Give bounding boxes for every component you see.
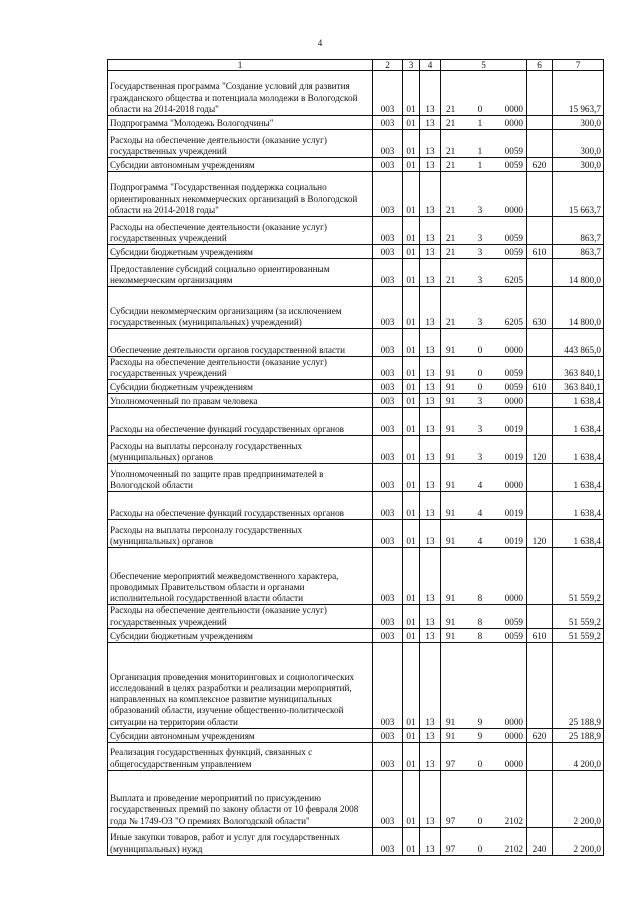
code-subsection: 13: [420, 548, 441, 605]
row-name: Государственная программа "Создание условий для развития гражданского общества и потенциала молодежи в Вологодской области на 2014-2018 годы": [108, 71, 373, 116]
table-row: [108, 628, 604, 642]
code-target-article: [441, 436, 527, 464]
row-name: Субсидии бюджетным учреждениям: [108, 245, 373, 259]
code-expense-type: 120: [527, 520, 553, 548]
target-article-part: 1: [477, 159, 483, 170]
amount: 15 663,7: [553, 172, 604, 217]
target-article-part: 1: [477, 145, 483, 156]
target-article-part: 3: [477, 246, 483, 257]
row-name: Расходы на обеспечение деятельности (оказание услуг) государственных учреждений: [108, 217, 373, 245]
row-name: Обеспечение деятельности органов государственной власти: [108, 329, 373, 357]
code-expense-type: [527, 464, 553, 492]
code-subsection: 13: [420, 158, 441, 172]
code-subsection: 13: [420, 464, 441, 492]
table-row: [108, 287, 604, 329]
code-section: 01: [403, 436, 420, 464]
code-ministry: 003: [373, 217, 403, 245]
code-target-article: [441, 357, 527, 380]
code-section: 01: [403, 394, 420, 408]
amount: 25 188,9: [553, 728, 604, 742]
table-row: [108, 357, 604, 380]
table-row: [108, 742, 604, 770]
target-article-part: 0000: [504, 758, 523, 769]
code-section: 01: [403, 728, 420, 742]
code-expense-type: [527, 605, 553, 628]
amount: 863,7: [553, 217, 604, 245]
target-article-part: 91: [446, 452, 456, 463]
code-subsection: 13: [420, 130, 441, 158]
target-article-part: 91: [446, 480, 456, 491]
amount: 2 200,0: [553, 827, 604, 855]
target-article-part: 0000: [504, 103, 523, 114]
code-target-article: [441, 628, 527, 642]
table-row: [108, 605, 604, 628]
target-article-part: 91: [446, 344, 456, 355]
page-number: 4: [317, 38, 323, 48]
code-ministry: 003: [373, 116, 403, 130]
header-cell-7: 7: [553, 60, 604, 71]
code-expense-type: [527, 259, 553, 287]
code-target-article: [441, 605, 527, 628]
target-article-part: 4: [477, 480, 483, 491]
code-section: 01: [403, 130, 420, 158]
code-target-article: [441, 287, 527, 329]
code-ministry: 003: [373, 642, 403, 728]
target-article-part: 6205: [504, 274, 523, 285]
table-row: [108, 329, 604, 357]
target-article-part: 0000: [504, 396, 523, 407]
target-article-part: 0059: [504, 232, 523, 243]
target-article-part: 4: [477, 508, 483, 519]
code-target-article: [441, 172, 527, 217]
row-name: Расходы на обеспечение деятельности (оказание услуг) государственных учреждений: [108, 605, 373, 628]
code-target-article: [441, 217, 527, 245]
amount: 443 865,0: [553, 329, 604, 357]
row-name: Расходы на обеспечение деятельности (оказание услуг) государственных учреждений: [108, 130, 373, 158]
table-row: [108, 245, 604, 259]
row-name: Подпрограмма "Молодежь Вологодчины": [108, 116, 373, 130]
table-row: [108, 520, 604, 548]
code-ministry: 003: [373, 548, 403, 605]
target-article-part: 0: [477, 103, 483, 114]
target-article-part: 0000: [504, 204, 523, 215]
target-article-part: 3: [477, 274, 483, 285]
target-article-part: 8: [477, 630, 483, 641]
code-ministry: 003: [373, 380, 403, 394]
target-article-part: 3: [477, 452, 483, 463]
code-expense-type: [527, 742, 553, 770]
amount: 300,0: [553, 130, 604, 158]
code-expense-type: [527, 116, 553, 130]
budget-table: [107, 59, 604, 856]
table-row: [108, 464, 604, 492]
code-target-article: [441, 728, 527, 742]
code-expense-type: 610: [527, 245, 553, 259]
row-name: Субсидии бюджетным учреждениям: [108, 628, 373, 642]
row-name: Иные закупки товаров, работ и услуг для государственных (муниципальных) нужд: [108, 827, 373, 855]
target-article-part: 3: [477, 204, 483, 215]
row-name: Расходы на обеспечение деятельности (оказание услуг) государственных учреждений: [108, 357, 373, 380]
target-article-part: 91: [446, 716, 456, 727]
code-ministry: 003: [373, 130, 403, 158]
target-article-part: 0059: [504, 382, 523, 393]
amount: 1 638,4: [553, 408, 604, 436]
code-subsection: 13: [420, 520, 441, 548]
code-target-article: [441, 245, 527, 259]
code-subsection: 13: [420, 642, 441, 728]
row-name: Реализация государственных функций, связанных с общегосударственным управлением: [108, 742, 373, 770]
code-expense-type: 610: [527, 380, 553, 394]
target-article-part: 0059: [504, 616, 523, 627]
target-article-part: 0000: [504, 716, 523, 727]
code-section: 01: [403, 827, 420, 855]
amount: 363 840,1: [553, 380, 604, 394]
target-article-part: 3: [477, 396, 483, 407]
code-section: 01: [403, 408, 420, 436]
amount: 300,0: [553, 158, 604, 172]
target-article-part: 91: [446, 616, 456, 627]
target-article-part: 0000: [504, 117, 523, 128]
code-ministry: 003: [373, 408, 403, 436]
code-section: 01: [403, 742, 420, 770]
target-article-part: 3: [477, 424, 483, 435]
code-target-article: [441, 130, 527, 158]
target-article-part: 0019: [504, 536, 523, 547]
code-expense-type: 610: [527, 628, 553, 642]
amount: 1 638,4: [553, 492, 604, 520]
code-subsection: 13: [420, 259, 441, 287]
amount: 363 840,1: [553, 357, 604, 380]
amount: 863,7: [553, 245, 604, 259]
target-article-part: 3: [477, 232, 483, 243]
header-cell-6: 6: [527, 60, 553, 71]
code-target-article: [441, 827, 527, 855]
target-article-part: 0: [477, 815, 483, 826]
amount: 1 638,4: [553, 436, 604, 464]
code-expense-type: 630: [527, 287, 553, 329]
row-name: Расходы на обеспечение функций государственных органов: [108, 492, 373, 520]
code-section: 01: [403, 628, 420, 642]
code-ministry: 003: [373, 520, 403, 548]
target-article-part: 4: [477, 536, 483, 547]
code-expense-type: [527, 770, 553, 827]
code-section: 01: [403, 287, 420, 329]
code-target-article: [441, 642, 527, 728]
code-target-article: [441, 742, 527, 770]
code-expense-type: [527, 357, 553, 380]
table-header-row: [108, 60, 604, 71]
code-subsection: 13: [420, 628, 441, 642]
code-subsection: 13: [420, 408, 441, 436]
amount: 25 188,9: [553, 642, 604, 728]
code-section: 01: [403, 605, 420, 628]
amount: 1 638,4: [553, 394, 604, 408]
code-ministry: 003: [373, 71, 403, 116]
code-section: 01: [403, 770, 420, 827]
target-article-part: 21: [446, 103, 456, 114]
target-article-part: 21: [446, 274, 456, 285]
target-article-part: 2102: [504, 815, 523, 826]
code-expense-type: 240: [527, 827, 553, 855]
amount: 51 559,2: [553, 605, 604, 628]
code-section: 01: [403, 492, 420, 520]
code-ministry: 003: [373, 245, 403, 259]
code-subsection: 13: [420, 287, 441, 329]
code-ministry: 003: [373, 628, 403, 642]
code-target-article: [441, 770, 527, 827]
code-target-article: [441, 520, 527, 548]
code-expense-type: [527, 172, 553, 217]
row-name: Организация проведения мониторинговых и социологических исследований в целях разработки и реализации мероприятий, направленных на комплексное развитие муниципальных образований области, изучение общественно-политической ситуации на территории области: [108, 642, 373, 728]
target-article-part: 9: [477, 716, 483, 727]
code-ministry: 003: [373, 436, 403, 464]
code-section: 01: [403, 329, 420, 357]
code-ministry: 003: [373, 329, 403, 357]
code-target-article: [441, 158, 527, 172]
target-article-part: 91: [446, 730, 456, 741]
code-section: 01: [403, 357, 420, 380]
table-row: [108, 259, 604, 287]
target-article-part: 21: [446, 145, 456, 156]
target-article-part: 0: [477, 843, 483, 854]
target-article-part: 21: [446, 246, 456, 257]
code-section: 01: [403, 71, 420, 116]
code-ministry: 003: [373, 605, 403, 628]
code-section: 01: [403, 380, 420, 394]
code-ministry: 003: [373, 742, 403, 770]
target-article-part: 97: [446, 815, 456, 826]
code-subsection: 13: [420, 436, 441, 464]
code-subsection: 13: [420, 357, 441, 380]
amount: 15 963,7: [553, 71, 604, 116]
target-article-part: 91: [446, 368, 456, 379]
target-article-part: 0: [477, 344, 483, 355]
header-cell-5: 5: [441, 60, 527, 71]
code-subsection: 13: [420, 380, 441, 394]
code-expense-type: 620: [527, 728, 553, 742]
code-subsection: 13: [420, 728, 441, 742]
table-row: [108, 394, 604, 408]
code-section: 01: [403, 548, 420, 605]
target-article-part: 0000: [504, 344, 523, 355]
code-expense-type: [527, 408, 553, 436]
target-article-part: 3: [477, 316, 483, 327]
code-target-article: [441, 259, 527, 287]
code-expense-type: [527, 642, 553, 728]
code-expense-type: [527, 548, 553, 605]
code-expense-type: [527, 130, 553, 158]
row-name: Обеспечение мероприятий межведомственного характера, проводимых Правительством области и органами исполнительной государственной власти области: [108, 548, 373, 605]
header-cell-2: 2: [373, 60, 403, 71]
target-article-part: 21: [446, 204, 456, 215]
row-name: Уполномоченный по правам человека: [108, 394, 373, 408]
header-cell-4: 4: [420, 60, 441, 71]
amount: 4 200,0: [553, 742, 604, 770]
code-subsection: 13: [420, 329, 441, 357]
code-section: 01: [403, 642, 420, 728]
table-row: [108, 71, 604, 116]
amount: 51 559,2: [553, 628, 604, 642]
row-name: Субсидии автономным учреждениям: [108, 728, 373, 742]
code-expense-type: [527, 217, 553, 245]
code-subsection: 13: [420, 742, 441, 770]
amount: 14 800,0: [553, 259, 604, 287]
table-row: [108, 408, 604, 436]
target-article-part: 1: [477, 117, 483, 128]
code-subsection: 13: [420, 71, 441, 116]
code-subsection: 13: [420, 172, 441, 217]
row-name: Расходы на выплаты персоналу государственных (муниципальных) органов: [108, 436, 373, 464]
target-article-part: 0: [477, 368, 483, 379]
code-target-article: [441, 71, 527, 116]
table-row: [108, 436, 604, 464]
row-name: Предоставление субсидий социально ориентированным некоммерческим организациям: [108, 259, 373, 287]
code-ministry: 003: [373, 770, 403, 827]
code-section: 01: [403, 158, 420, 172]
code-ministry: 003: [373, 728, 403, 742]
target-article-part: 91: [446, 630, 456, 641]
row-name: Субсидии некоммерческим организациям (за исключением государственных (муниципальных) учреждений): [108, 287, 373, 329]
target-article-part: 0: [477, 382, 483, 393]
table-row: [108, 827, 604, 855]
row-name: Подпрограмма "Государственная поддержка социально ориентированных некоммерческих организаций в Вологодской области на 2014-2018 годы": [108, 172, 373, 217]
code-ministry: 003: [373, 492, 403, 520]
code-expense-type: 620: [527, 158, 553, 172]
target-article-part: 0059: [504, 145, 523, 156]
code-target-article: [441, 492, 527, 520]
target-article-part: 91: [446, 536, 456, 547]
code-ministry: 003: [373, 357, 403, 380]
table-row: [108, 172, 604, 217]
target-article-part: 0019: [504, 452, 523, 463]
code-section: 01: [403, 245, 420, 259]
target-article-part: 8: [477, 593, 483, 604]
code-subsection: 13: [420, 605, 441, 628]
target-article-part: 0059: [504, 159, 523, 170]
row-name: Выплата и проведение мероприятий по присуждению государственных премий по закону области от 10 февраля 2008 года № 1749-ОЗ "О премиях Вологодской области": [108, 770, 373, 827]
code-target-article: [441, 394, 527, 408]
code-section: 01: [403, 217, 420, 245]
target-article-part: 0000: [504, 480, 523, 491]
amount: 1 638,4: [553, 520, 604, 548]
target-article-part: 21: [446, 232, 456, 243]
row-name: Расходы на выплаты персоналу государственных (муниципальных) органов: [108, 520, 373, 548]
table-row: [108, 492, 604, 520]
target-article-part: 97: [446, 843, 456, 854]
table-row: [108, 217, 604, 245]
code-subsection: 13: [420, 394, 441, 408]
code-ministry: 003: [373, 172, 403, 217]
amount: 1 638,4: [553, 464, 604, 492]
code-expense-type: 120: [527, 436, 553, 464]
amount: 2 200,0: [553, 770, 604, 827]
code-ministry: 003: [373, 287, 403, 329]
table-row: [108, 130, 604, 158]
code-target-article: [441, 548, 527, 605]
target-article-part: 91: [446, 396, 456, 407]
target-article-part: 91: [446, 508, 456, 519]
target-article-part: 0019: [504, 508, 523, 519]
code-ministry: 003: [373, 158, 403, 172]
code-section: 01: [403, 116, 420, 130]
table-row: [108, 642, 604, 728]
code-ministry: 003: [373, 464, 403, 492]
code-target-article: [441, 329, 527, 357]
target-article-part: 0059: [504, 246, 523, 257]
row-name: Расходы на обеспечение функций государственных органов: [108, 408, 373, 436]
target-article-part: 2102: [504, 843, 523, 854]
code-target-article: [441, 380, 527, 394]
table-row: [108, 116, 604, 130]
header-cell-3: 3: [403, 60, 420, 71]
code-ministry: 003: [373, 259, 403, 287]
target-article-part: 9: [477, 730, 483, 741]
code-section: 01: [403, 464, 420, 492]
header-cell-1: 1: [108, 60, 373, 71]
code-subsection: 13: [420, 217, 441, 245]
code-subsection: 13: [420, 492, 441, 520]
target-article-part: 91: [446, 382, 456, 393]
target-article-part: 91: [446, 593, 456, 604]
row-name: Уполномоченный по защите прав предпринимателей в Вологодской области: [108, 464, 373, 492]
code-target-article: [441, 408, 527, 436]
amount: 14 800,0: [553, 287, 604, 329]
target-article-part: 0: [477, 758, 483, 769]
table-row: [108, 728, 604, 742]
table-row: [108, 548, 604, 605]
code-subsection: 13: [420, 827, 441, 855]
code-target-article: [441, 116, 527, 130]
code-ministry: 003: [373, 394, 403, 408]
target-article-part: 0059: [504, 630, 523, 641]
target-article-part: 0059: [504, 368, 523, 379]
row-name: Субсидии автономным учреждениям: [108, 158, 373, 172]
amount: 300,0: [553, 116, 604, 130]
target-article-part: 21: [446, 117, 456, 128]
table-row: [108, 770, 604, 827]
target-article-part: 6205: [504, 316, 523, 327]
target-article-part: 97: [446, 758, 456, 769]
code-section: 01: [403, 259, 420, 287]
table-row: [108, 158, 604, 172]
amount: 51 559,2: [553, 548, 604, 605]
target-article-part: 21: [446, 316, 456, 327]
row-name: Субсидии бюджетным учреждениям: [108, 380, 373, 394]
target-article-part: 21: [446, 159, 456, 170]
code-target-article: [441, 464, 527, 492]
code-subsection: 13: [420, 770, 441, 827]
target-article-part: 0019: [504, 424, 523, 435]
target-article-part: 0000: [504, 730, 523, 741]
code-expense-type: [527, 492, 553, 520]
code-subsection: 13: [420, 116, 441, 130]
target-article-part: 0000: [504, 593, 523, 604]
code-expense-type: [527, 329, 553, 357]
code-expense-type: [527, 394, 553, 408]
code-section: 01: [403, 520, 420, 548]
target-article-part: 91: [446, 424, 456, 435]
code-ministry: 003: [373, 827, 403, 855]
table-row: [108, 380, 604, 394]
code-expense-type: [527, 71, 553, 116]
code-section: 01: [403, 172, 420, 217]
target-article-part: 8: [477, 616, 483, 627]
code-subsection: 13: [420, 245, 441, 259]
